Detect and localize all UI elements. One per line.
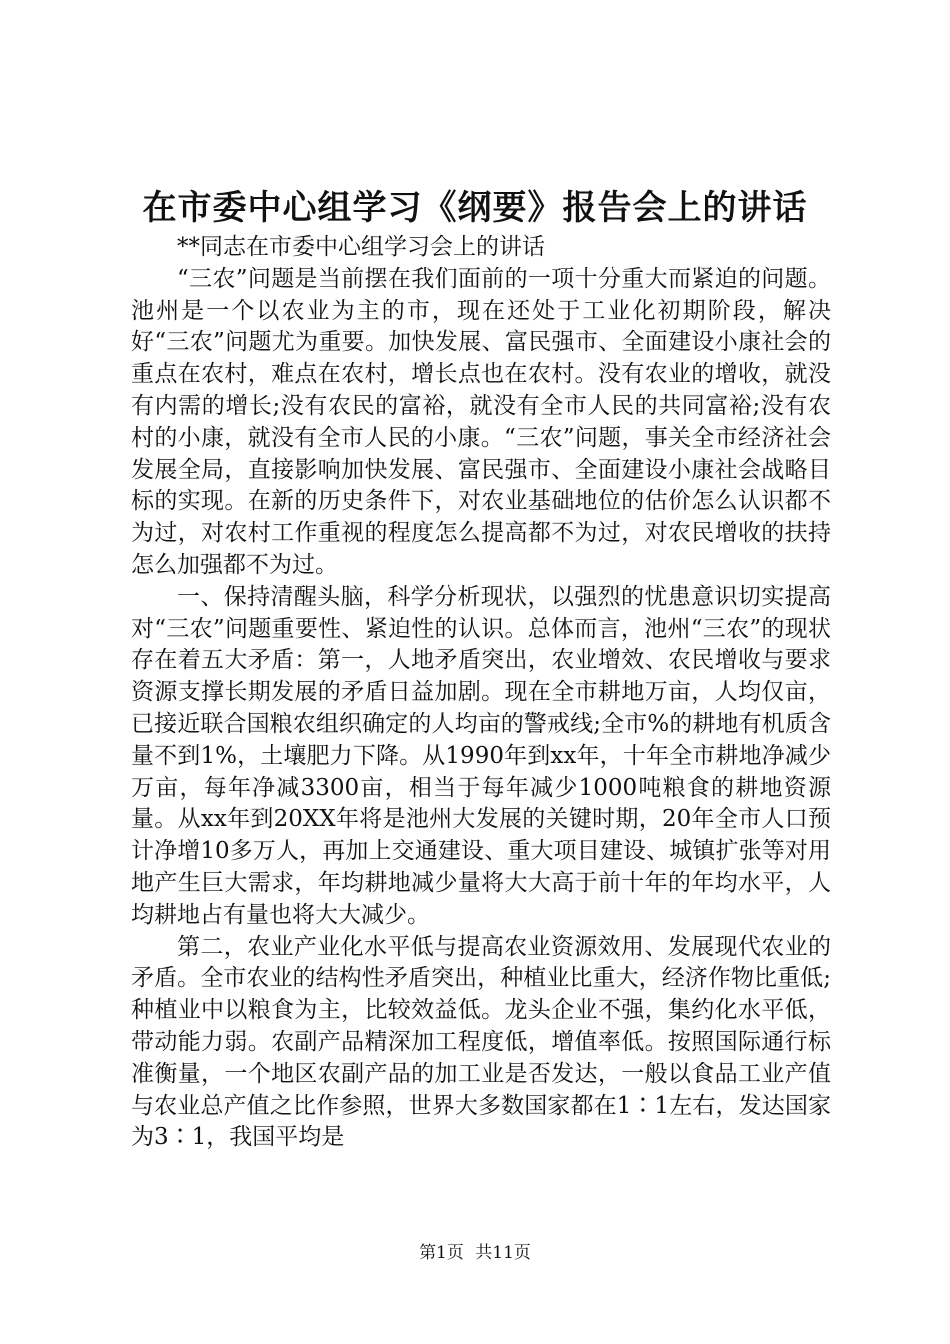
document-subtitle: **同志在市委中心组学习会上的讲话 <box>177 234 545 260</box>
page-footer <box>0 1241 950 1265</box>
paragraph-1: “三农”问题是当前摆在我们面前的一项十分重大而紧迫的问题。池州是一个以农业为主的市，现在还处于工业化初期阶段，解决好“三农”问题尤为重要。加快发展、富民强市、全面建设小康社会的重点在农村，难点在农村，增长点也在农村。没有农业的增收，就没有内需的增长;没有农民的富裕，就没有全市人民的共同富裕;没有农村的小康，就没有全市人民的小康。“三农”问题，事关全市经济社会发展全局，直接影响加快发展、富民强市、全面建设小康社会战略目标的实现。在新的历史条件下，对农业基础地位的估价怎么认识都不为过，对农村工作重视的程度怎么提高都不为过，对农民增收的扶持怎么加强都不为过。 <box>131 265 831 578</box>
document-title: 在市委中心组学习《纲要》报告会上的讲话 <box>142 188 808 228</box>
page-number: 第1页 <box>419 1243 464 1263</box>
document-body <box>131 232 831 1154</box>
page-total: 共11页 <box>475 1243 531 1263</box>
paragraph-2: 一、保持清醒头脑，科学分析现状，以强烈的忧患意识切实提高对“三农”问题重要性、紧迫性的认识。总体而言，池州“三农”的现状存在着五大矛盾：第一，人地矛盾突出，农业增效、农民增收与要求资源支撑长期发展的矛盾日益加剧。现在全市耕地万亩，人均仅亩，已接近联合国粮农组织确定的人均亩的警戒线;全市%的耕地有机质含量不到1%，土壤肥力下降。从1990年到xx年，十年全市耕地净减少万亩，每年净减3300亩，相当于每年减少1000吨粮食的耕地资源量。从xx年到20XX年将是池州大发展的关键时期，20年全市人口预计净增10多万人，再加上交通建设、重大项目建设、城镇扩张等对用地产生巨大需求，年均耕地减少量将大大高于前十年的年均水平，人均耕地占有量也将大大减少。 <box>131 583 831 928</box>
paragraph-3: 第二，农业产业化水平低与提高农业资源效用、发展现代农业的矛盾。全市农业的结构性矛盾突出，种植业比重大，经济作物比重低;种植业中以粮食为主，比较效益低。龙头企业不强，集约化水平低，带动能力弱。农副产品精深加工程度低，增值率低。按照国际通行标准衡量，一个地区农副产品的加工业是否发达，一般以食品工业产值与农业总产值之比作参照，世界大多数国家都在1∶1左右，发达国家为3∶1，我国平均是 <box>131 933 831 1151</box>
